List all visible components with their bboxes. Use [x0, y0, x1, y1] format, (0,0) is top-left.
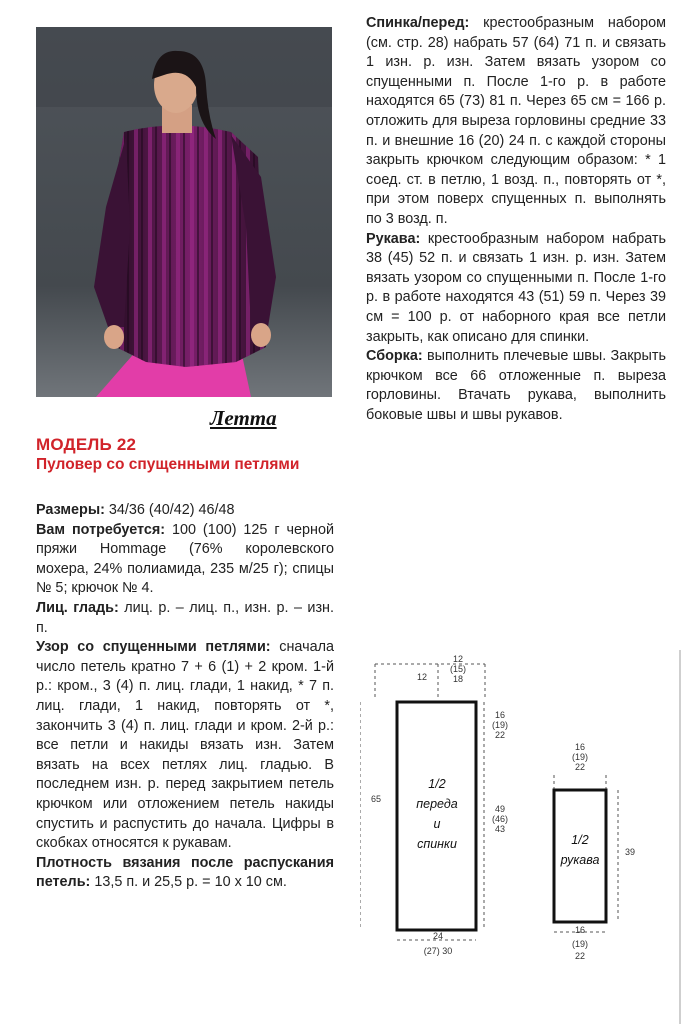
side-label-2: (46) — [491, 814, 509, 824]
model-number: МОДЕЛЬ 22 — [36, 435, 137, 454]
gauge-paragraph — [36, 854, 334, 893]
pattern-text: сначала число петель кратно 7 + 6 (1) + 2 кром. 1-й р.: кром., 3 (4) п. лиц. глади, 1 накид, * 7 п. лиц. глади, 1 накид, повторять от *, закончить 3 (4) п. лиц. глади и кром. 2-й р.: все петли и накиды вязать изн. Затем вязать на всех петлях лиц. гладью. В последнем изн. р. перед закрытием петель крючком или отложением петель накиды спустить и распустить до начала. Цифры в скобках относятся к рукавам. — [36, 639, 334, 852]
sleeves-text: крестообразным набором набрать 38 (45) 52 п. и связать 1 изн. р. изн. Затем вязать узором со спущенными п. После 1-го р. в работе находятся 43 (51) 59 п. Через 39 см = 100 р. от наборного края все петли закрыть, как описано для спинки. — [366, 230, 666, 345]
back-front-text: крестообразным набором (см. стр. 28) набрать 57 (64) 71 п. и связать 1 изн. р. изн. Затем вязать узором со спущенными п. После 1-го р. в работе находятся 65 (73) 81 п. Через 65 см = 166 р. отложить для выреза горловины средние 33 п. и внешние 16 (20) 24 п. с каждой стороны закрыть крючком следующим образом: * 1 соед. ст. в петлю, 1 возд. п., повторять от *, при этом поверх спущенных п. выполнять по 3 возд. п. — [366, 15, 666, 227]
materials-text: 100 (100) 125 г черной пряжи Hommage (76% королевского мохера, 24% полиамида, 235 м/25 г); спицы № 5; крючок № 4. — [36, 521, 334, 597]
shoulder-label-3: 22 — [494, 730, 506, 740]
side-label-1: 49 — [494, 804, 506, 814]
pattern-paragraph — [36, 638, 334, 854]
left-text-column — [36, 501, 334, 893]
sizes-paragraph — [36, 501, 334, 521]
neck-half-label: 12 — [416, 672, 428, 682]
sleeves-label: Рукава: — [366, 230, 421, 247]
watermark-signature: Летта — [210, 406, 277, 430]
body-outline — [397, 702, 476, 930]
side-label-3: 43 — [494, 824, 506, 834]
sleeves-paragraph — [366, 230, 666, 348]
stockinette-paragraph — [36, 599, 334, 638]
stockinette-label: Лиц. гладь: — [36, 599, 119, 616]
body-length-label: 65 — [370, 794, 382, 804]
model-photo-illustration — [36, 27, 332, 397]
shoulder-label-1: 16 — [494, 710, 506, 720]
sleeve-top-label-2: (19) — [571, 752, 589, 762]
bottom-label-1: 24 — [432, 931, 444, 941]
assembly-text: выполнить плечевые швы. Закрыть крючком все 66 отложенные п. выреза горловины. Втачать рукава, выполнить боковые швы и швы рукавов. — [366, 348, 666, 423]
shoulder-label-2: (19) — [491, 720, 509, 730]
sleeve-schematic — [554, 742, 635, 961]
page-edge-line — [679, 650, 681, 1024]
gauge-text: 13,5 п. и 25,5 р. = 10 х 10 см. — [90, 874, 287, 891]
body-label-2: переда — [416, 797, 458, 811]
sleeve-label-1: 1/2 — [571, 833, 589, 847]
pattern-label: Узор со спущенными петлями: — [36, 639, 271, 656]
gauge-label: Плотность вязания после распускания петель: — [36, 854, 334, 891]
sleeve-top-label-3: 22 — [574, 762, 586, 772]
bottom-label-2: (27) 30 — [423, 946, 453, 956]
sleeve-bottom-label-2: (19) — [571, 939, 589, 949]
body-label-4: спинки — [417, 837, 457, 851]
sleeve-bottom-label-3: 22 — [574, 951, 586, 961]
shoulder-top-label-3: 18 — [452, 674, 464, 684]
sizes-label: Размеры: — [36, 502, 105, 518]
back-front-label: Спинка/перед: — [366, 15, 470, 31]
sizes-text: 34/36 (40/42) 46/48 — [104, 502, 235, 518]
assembly-label: Сборка: — [366, 348, 423, 365]
model-title: Пуловер со спущенными петлями — [36, 456, 300, 473]
sleeve-label-2: рукава — [560, 853, 600, 867]
materials-paragraph — [36, 521, 334, 599]
sleeve-length-label: 39 — [624, 847, 636, 857]
sleeve-bottom-label-1: 16 — [574, 925, 586, 935]
body-schematic — [360, 654, 508, 956]
pattern-schematic — [360, 650, 670, 1020]
assembly-paragraph — [366, 347, 666, 425]
sleeve-top-label-1: 16 — [574, 742, 586, 752]
body-label-1: 1/2 — [428, 777, 446, 791]
model-photo — [36, 27, 332, 397]
right-text-column — [366, 14, 666, 425]
shoulder-top-label-2: (15) — [449, 664, 467, 674]
stockinette-text: лиц. р. – лиц. п., изн. р. – изн. п. — [36, 599, 334, 636]
shoulder-top-label-1: 12 — [452, 654, 464, 664]
materials-label: Вам потребуется: — [36, 521, 166, 538]
back-front-paragraph — [366, 14, 666, 230]
body-label-3: и — [433, 817, 441, 831]
